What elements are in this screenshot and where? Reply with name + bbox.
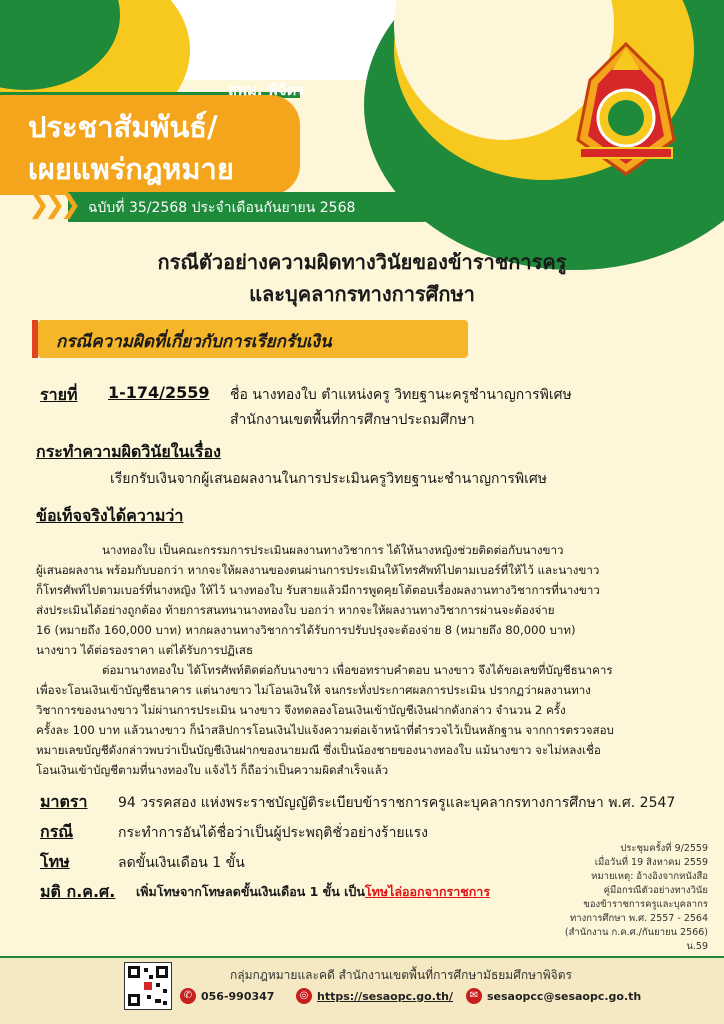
case-type-label: กรณี [40,822,74,841]
resolution-text [136,882,490,902]
facts-line: โอนเงินเข้าบัญชีตามที่นางทองใบ แจ้งไว้ ก็ถือว่าเป็นความผิดสำเร็จแล้ว [36,763,389,777]
facts-line: ผู้เสนอผลงาน พร้อมกับบอกว่า หากจะให้ผลงานของตนผ่านการประเมินให้โทรศัพท์ไปตามเบอร์ที่ให้ไว้ และนางขาว [36,563,600,577]
title-line1: ประชาสัมพันธ์/ [28,110,218,144]
side-note-line: หมายเหตุ: อ้างอิงจากหนังสือ [591,871,708,882]
qr-code [124,962,172,1010]
offense-label: กระทำความผิดวินัยในเรื่อง [36,442,221,461]
unit-label: สพม. พิจิตร [228,81,305,99]
side-note-line: ทางการศึกษา พ.ศ. 2557 - 2564 [570,913,708,924]
main-title-line1: กรณีตัวอย่างความผิดทางวินัยของข้าราชการครู [157,250,567,274]
case-type-text: กระทำการอันได้ชื่อว่าเป็นผู้ประพฤติชั่วอย่างร้ายแรง [118,825,429,841]
side-note-line: (สำนักงาน ก.ค.ศ./กันยายน 2566) น.59 [564,927,708,952]
side-note-line: เมื่อวันที่ 19 สิงหาคม 2559 [594,857,708,868]
footer-org: กลุ่มกฎหมายและคดี สำนักงานเขตพื้นที่การศึกษามัธยมศึกษาพิจิตร [230,968,572,982]
facts-line: ครั้งละ 100 บาท แล้วนางขาว ก็นำสลิปการโอนเงินไปแจ้งความต่อเจ้าหน้าที่ตำรวจไว้เป็นหลักฐาน จากการตรวจสอบ [36,723,614,737]
email-contact[interactable] [466,988,641,1004]
website-contact[interactable] [296,988,453,1004]
facts-line: เพื่อจะโอนเงินเข้าบัญชีธนาคาร แต่นางขาว ไม่โอนเงินให้ จนกระทั่งประกาศผลการประเมิน ปรากฏว่าผลงานทาง [36,683,591,697]
email-address[interactable]: sesaopcc@sesaopc.go.th [487,989,642,1003]
issue-text: ฉบับที่ 35/2568 ประจำเดือนกันยายน 2568 [88,200,356,216]
side-note [548,842,708,954]
phone-icon: ✆ [180,988,196,1004]
facts-line: วิชาการของนางขาว ไม่ผ่านการประเมิน นางขาว จึงทดลองโอนเงินเข้าบัญชีเงินฝากดังกล่าว จำนวน 2 ครั้ง [36,703,566,717]
section-label: มาตรา [40,792,88,811]
penalty-text: ลดขั้นเงินเดือน 1 ขั้น [118,855,245,871]
facts-line: 16 (หมายถึง 160,000 บาท) หากผลงานทางวิชาการได้รับการปรับปรุงจะต้องจ่าย 8 (หมายถึง 80,000 บาท) [36,623,576,637]
penalty-label: โทษ [40,852,70,871]
emblem [566,40,686,180]
facts-line: ก็โทรศัพท์ไปตามเบอร์ที่นางหญิง ให้ไว้ นางทองใบ รับสายแล้วมีการพูดคุยโต้ตอบเรื่องผลงานทางวิชาการที่นางขาว [36,583,600,597]
facts-label: ข้อเท็จจริงได้ความว่า [36,506,184,525]
side-note-line: ประชุมครั้งที่ 9/2559 [620,843,708,854]
case-label: รายที่ [40,385,78,404]
facts-line: นางทองใบ เป็นคณะกรรมการประเมินผลงานทางวิชาการ ได้ให้นางหญิงช่วยติดต่อกับนางขาว [102,543,564,557]
facts-line: นางขาว ได้ต่อรองราคา แต่ได้รับการปฏิเสธ [36,643,254,657]
globe-icon: ◎ [296,988,312,1004]
chevron-icon: ❯❯❯ [28,190,76,220]
side-note-line: คู่มือกรณีตัวอย่างทางวินัย [603,885,708,896]
phone-number: 056-990347 [201,989,275,1003]
person-line2: สำนักงานเขตพื้นที่การศึกษาประถมศึกษา [230,412,475,428]
title-line2: เผยแพร่กฎหมาย [28,152,234,186]
facts-paragraph [36,540,701,780]
resolution-highlight: โทษไล่ออกจากราชการ [364,884,491,899]
phone-contact [180,988,274,1004]
case-number: 1-174/2559 [108,383,210,402]
website-link[interactable]: https://sesaopc.go.th/ [317,989,454,1003]
side-note-line: ของข้าราชการครูและบุคลากร [583,899,708,910]
main-title-line2: และบุคลากรทางการศึกษา [249,282,475,306]
resolution-label: มติ ก.ค.ศ. [40,882,116,901]
category-text: กรณีความผิดที่เกี่ยวกับการเรียกรับเงิน [56,332,332,352]
facts-line: ต่อมานางทองใบ ได้โทรศัพท์ติดต่อกับนางขาว เพื่อขอทราบคำตอบ นางขาว จึงได้ขอเลขที่บัญชีธนาคาร [102,663,613,677]
offense-text: เรียกรับเงินจากผู้เสนอผลงานในการประเมินครูวิทยฐานะชำนาญการพิเศษ [110,471,548,487]
facts-line: หมายเลขบัญชีดังกล่าวพบว่าเป็นบัญชีเงินฝากของนายมณี ซึ่งเป็นน้องชายของนางทองใบ แม้นางขาว จะไม่หลงเชื่อ [36,743,601,757]
facts-line: ส่งประเมินได้อย่างถูกต้อง ท้ายการสนทนานางทองใบ บอกว่า หากจะให้ผลงานทางวิชาการผ่านจะต้องจ่าย [36,603,555,617]
mail-icon: ✉ [466,988,482,1004]
section-text: 94 วรรคสอง แห่งพระราชบัญญัติระเบียบข้าราชการครูและบุคลากรทางการศึกษา พ.ศ. 2547 [118,795,676,811]
person-line1: ชื่อ นางทองใบ ตำแหน่งครู วิทยฐานะครูชำนาญการพิเศษ [230,387,572,403]
resolution-main: เพิ่มโทษจากโทษลดขั้นเงินเดือน 1 ขั้น เป็น [136,884,365,899]
